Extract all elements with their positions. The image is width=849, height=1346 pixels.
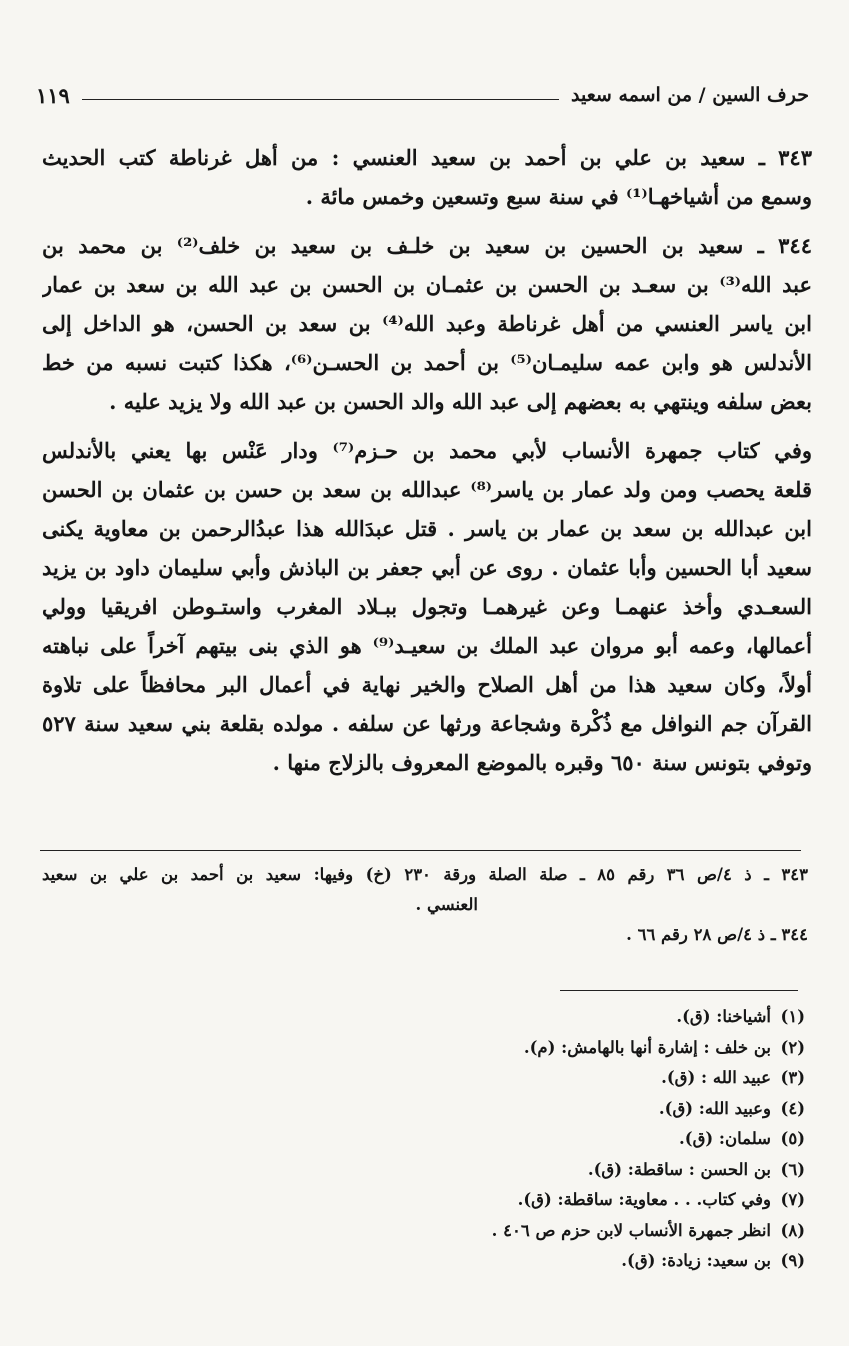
footnote-number: (٥) (780, 1129, 805, 1148)
footnote-number: (١) (780, 1007, 805, 1026)
page-number: ١١٩ (36, 82, 70, 108)
source-references (42, 860, 808, 950)
footnote-number: (٦) (780, 1159, 805, 1179)
text-line: ٣٤٤ ـ سعيد بن الحسين بن سعيد بن خلـف بن سعيد بن خلف⁽²⁾ بن محمد بن (42, 233, 812, 258)
footnote-number: (٧) (780, 1190, 805, 1209)
footnote-text: وفي كتاب. . . معاوية: ساقطة: (ق). (517, 1190, 771, 1209)
footnote (205, 1033, 805, 1064)
footnote-number: (٩) (780, 1251, 805, 1270)
footnote (205, 1124, 805, 1155)
text-line: سعيد أبا الحسين وأبا عثمان . روى عن أبي جعفر بن الباذش وأبي سليمان داود بن يزيد (42, 555, 812, 580)
footnote-number: (٣) (780, 1068, 805, 1087)
reference-line: العنسي . (415, 895, 478, 914)
footnote (205, 1155, 805, 1186)
footnote (205, 1185, 805, 1216)
paragraph-jamhara (42, 431, 812, 782)
text-line: بعض سلفه وينتهي به بعضهم إلى عبد الله والد الحسن بن عبد الله ولا يزيد عليه . (109, 389, 812, 414)
header-title: حرف السين / من اسمه سعيد (571, 84, 809, 106)
paragraph-343 (42, 138, 812, 216)
paragraph-344 (42, 226, 812, 421)
text-line: وفي كتاب جمهرة الأنساب لأبي محمد بن حـزم⁽⁷⁾ ودار عَنْس بها يعني بالأندلس (42, 438, 812, 463)
footnote-text: وعبيد الله: (ق). (658, 1098, 771, 1118)
footnote (205, 1246, 805, 1277)
footnote (205, 1094, 805, 1125)
text-line: وتوفي بتونس سنة ٦٥٠ وقبره بالموضع المعروف بالزلاج منها . (272, 750, 812, 775)
text-line: عبد الله⁽³⁾ بن سعـد بن الحسن بن عثمـان بن الحسن بن عبد الله بن سعد بن عمار (42, 272, 812, 297)
footnote-text: انظر جمهرة الأنساب لابن حزم ص ٤٠٦ . (491, 1220, 771, 1240)
running-header (36, 78, 809, 112)
footnotes-divider (560, 990, 798, 991)
footnote-text: بن الحسن : ساقطة: (ق). (587, 1159, 771, 1179)
footnote-number: (٤) (780, 1098, 805, 1118)
footnote (205, 1063, 805, 1094)
text-line: قلعة يحصب ومن ولد عمار بن ياسر⁽⁸⁾ عبدالله بن سعد بن حسن بن عثمان بن الحسن (42, 477, 812, 502)
footnote (205, 1002, 805, 1033)
main-text (42, 138, 812, 782)
text-line: الأندلس هو وابن عمه سليمـان⁽⁵⁾ بن أحمد بن الحسـن⁽⁶⁾، هكذا كتبت نسبه من خط (42, 350, 812, 375)
text-line: ابن عبدالله بن سعد بن عمار بن ياسر . قتل عبدَالله هذا عبدُالرحمن بن معاوية يكنى (42, 516, 812, 541)
text-line: القرآن جم النوافل مع ذُكْرة وشجاعة ورثها عن سلفه . مولده بقلعة بني سعيد سنة ٥٢٧ (42, 711, 812, 736)
text-line: ابن ياسر العنسي من أهل غرناطة وعبد الله⁽⁴⁾ بن سعد بن الحسن، هو الداخل إلى (42, 311, 812, 336)
header-rule (82, 99, 559, 100)
text-line: ٣٤٣ ـ سعيد بن علي بن أحمد بن سعيد العنسي : من أهل غرناطة كتب الحديث (42, 145, 812, 170)
footnote-text: بن سعيد: زيادة: (ق). (621, 1251, 771, 1270)
footnote-number: (٨) (780, 1220, 805, 1240)
footnote-text: بن خلف : إشارة أنها بالهامش: (م). (523, 1037, 771, 1057)
footnotes (205, 1002, 805, 1277)
text-line: وسمع من أشياخهـا⁽¹⁾ في سنة سبع وتسعين وخمس مائة . (305, 184, 812, 209)
reference-line: ٣٤٤ ـ ذ ٤/ص ٢٨ رقم ٦٦ . (626, 925, 808, 944)
text-line: أعمالها، وعمه أبو مروان عبد الملك بن سعيـد⁽⁹⁾ هو الذي بنى بيتهم آخراً على نباهته (42, 633, 812, 658)
text-line: السعـدي وأخذ عنهمـا وعن غيرهمـا وتجول ببـلاد المغرب واستـوطن افريقيا وولي (42, 594, 812, 619)
footnote-text: عبيد الله : (ق). (661, 1068, 771, 1087)
text-line: أولاً، وكان سعيد هذا من أهل الصلاح والخير نهاية في أعمال البر محافظاً على تلاوة (42, 672, 812, 697)
references-divider (40, 850, 801, 851)
footnote-text: أشياخنا: (ق). (676, 1007, 771, 1026)
footnote-text: سلمان: (ق). (679, 1129, 771, 1148)
footnote (205, 1216, 805, 1247)
reference-line: ٣٤٣ ـ ذ ٤/ص ٣٦ رقم ٨٥ ـ صلة الصلة ورقة ٢٣٠ (خ) وفيها: سعيد بن أحمد بن علي بن سعيد (42, 865, 808, 884)
footnote-number: (٢) (780, 1037, 805, 1057)
